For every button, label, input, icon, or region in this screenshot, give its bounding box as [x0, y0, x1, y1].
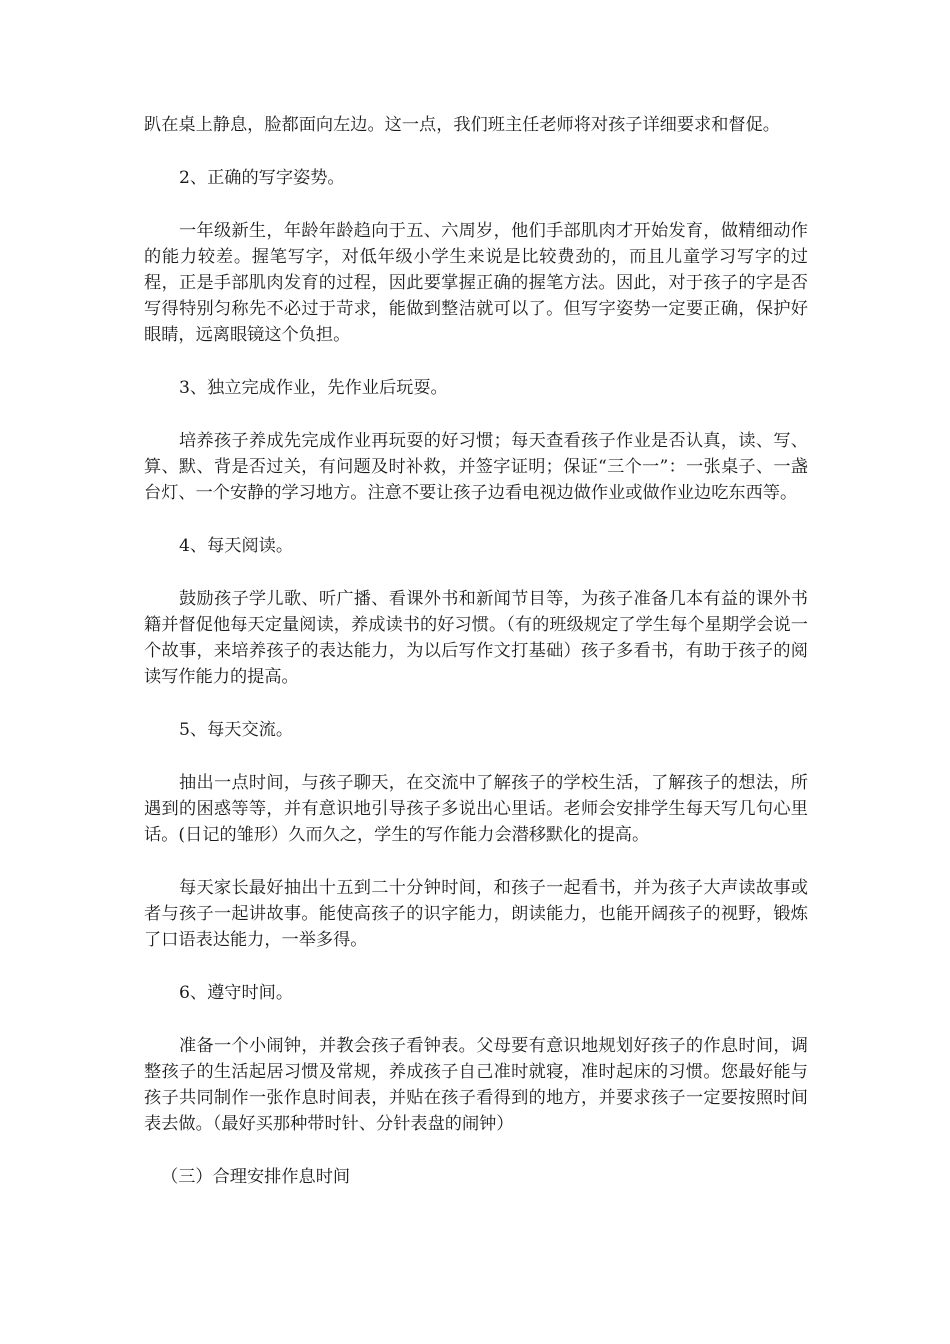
- item-heading-homework: 3、独立完成作业，先作业后玩耍。: [179, 378, 448, 398]
- paragraph: 培养孩子养成先完成作业再玩耍的好习惯；每天查看孩子作业是否认真，读、写、算、默、背是否过关，有问题及时补救，并签字证明；保证“三个一”：一张桌子、一盏台灯、一个安静的学习地方。注意不要让孩子边看电视边做作业或做作业边吃东西等。: [144, 431, 808, 503]
- document-body: [144, 112, 808, 1217]
- item-heading-reading: 4、每天阅读。: [179, 536, 294, 556]
- paragraph: 抽出一点时间，与孩子聊天，在交流中了解孩子的学校生活，了解孩子的想法，所遇到的困惑等等，并有意识地引导孩子多说出心里话。老师会安排学生每天写几句心里话。(日记的雏形）久而久之，学生的写作能力会潜移默化的提高。: [144, 773, 808, 845]
- item-heading-communication: 5、每天交流。: [179, 720, 294, 740]
- paragraph-continued: 趴在桌上静息，脸都面向左边。这一点，我们班主任老师将对孩子详细要求和督促。: [144, 115, 780, 135]
- paragraph: 一年级新生，年龄年龄趋向于五、六周岁，他们手部肌肉才开始发育，做精细动作的能力较差。握笔写字，对低年级小学生来说是比较费劲的，而且儿童学习写字的过程，正是手部肌肉发育的过程，因此要掌握正确的握笔方法。因此，对于孩子的字是否写得特别匀称先不必过于苛求，能做到整洁就可以了。但写字姿势一定要正确，保护好眼睛，远离眼镜这个负担。: [144, 221, 808, 345]
- paragraph: 准备一个小闹钟，并教会孩子看钟表。父母要有意识地规划好孩子的作息时间，调整孩子的生活起居习惯及常规，养成孩子自己准时就寝，准时起床的习惯。您最好能与孩子共同制作一张作息时间表，并贴在孩子看得到的地方，并要求孩子一定要按照时间表去做。（最好买那种带时针、分针表盘的闹钟）: [144, 1036, 808, 1134]
- item-heading-writing-posture: 2、正确的写字姿势。: [179, 168, 345, 188]
- section-heading-schedule: （三）合理安排作息时间: [161, 1167, 351, 1187]
- paragraph: 鼓励孩子学儿歌、听广播、看课外书和新闻节目等，为孩子准备几本有益的课外书籍并督促他每天定量阅读，养成读书的好习惯。（有的班级规定了学生每个星期学会说一个故事，来培养孩子的表达能力，为以后写作文打基础）孩子多看书，有助于孩子的阅读写作能力的提高。: [144, 589, 808, 687]
- item-heading-punctuality: 6、遵守时间。: [179, 983, 294, 1003]
- paragraph: 每天家长最好抽出十五到二十分钟时间，和孩子一起看书，并为孩子大声读故事或者与孩子一起讲故事。能使高孩子的识字能力，朗读能力，也能开阔孩子的视野，锻炼了口语表达能力，一举多得。: [144, 878, 808, 950]
